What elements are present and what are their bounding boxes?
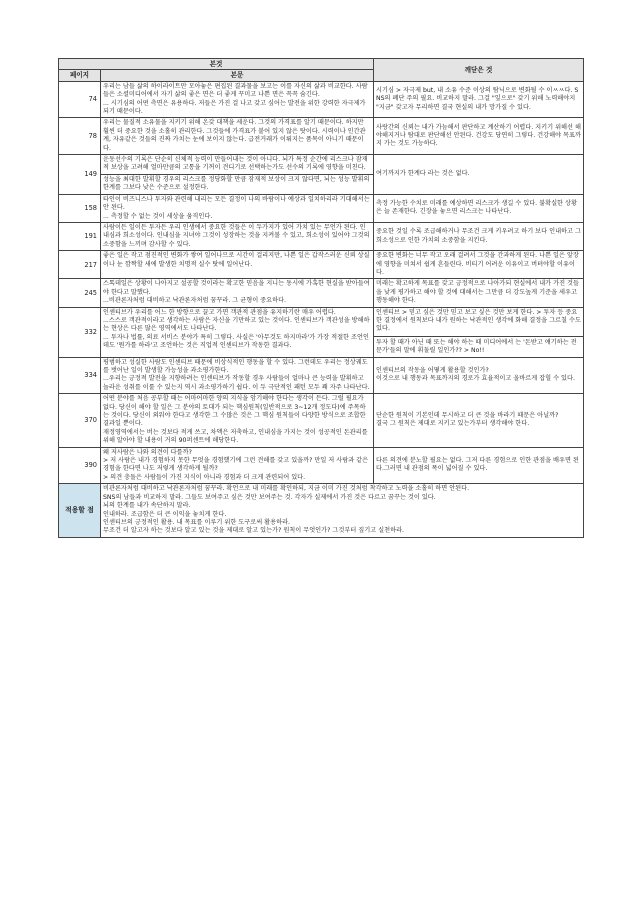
- apply-text-line: SNS의 남들과 비교하지 말라. 그들도 보여주고 싶은 것만 보여주는 것. 각자가 실제에서 가진 것은 다르고 꿈꾸는 것이 있다.: [103, 493, 436, 501]
- realization-text-line: 미래는 확고하게 목표를 갖고 긍정적으로 나아가되 현실에서 내가 가진 것들을 낮게 평가하고 해야 할 것에 대해서는 그만큼 더 강도높게 기준을 세우고 행동해야 한다.: [376, 280, 579, 305]
- realization-text: [374, 194, 584, 222]
- table-row: [59, 279, 584, 307]
- apply-label: 적용할 점: [59, 484, 101, 537]
- table-row: [59, 251, 584, 279]
- realization-text-line: 여기까지가 한계다 라는 것은 없다.: [376, 170, 470, 178]
- body-text-line: 우리는 남들 삶의 하이라이트만 모아놓은 편집된 결과물을 보고는 이를 자신의 삶과 비교한다. 사람들은 소셜미디어에서 자기 삶의 좋은 면은 더 좋게 꾸미고 나쁜 면은 꼭꼭 숨긴다.: [103, 82, 368, 99]
- table-row: [59, 81, 584, 118]
- header-realization: 깨닫은 것: [374, 59, 584, 82]
- body-text: [101, 155, 374, 175]
- apply-text-line: 뇌의 한계를 내가 속단하지 말라.: [103, 502, 191, 510]
- page-number: 74: [59, 81, 101, 118]
- body-text-line: ... 측정할 수 없는 것이 세상을 움직인다.: [103, 212, 213, 220]
- apply-row: [59, 484, 584, 537]
- realization-text-line: 이것으로 내 행동과 목표까지의 경로가 효율적이고 올바르게 잡힐 수 있다.: [376, 375, 575, 383]
- body-text-line: 스톡데일은 상황이 나아지고 설공할 것이라는 확고한 믿음을 지니는 동시에 가혹한 현실을 받아들여야 한다고 말했다.: [103, 280, 370, 296]
- realization-text: [374, 118, 584, 155]
- body-text: [101, 222, 374, 250]
- page-number: 390: [59, 447, 101, 484]
- body-text: [101, 279, 374, 307]
- realization-text: [374, 81, 584, 118]
- realization-text-line: 인센티브의 작동을 어떻게 활용할 것인가?: [376, 367, 489, 374]
- realization-text: [374, 251, 584, 279]
- body-text-line: 좋은 일은 작고 점진적인 변화가 쌓여 일어나므로 시간이 걸리지만, 나쁜 일은 갑작스러운 신뢰 상실이나 눈 깜짝할 새에 발생한 치명적 실수 탓에 일어난다.: [103, 252, 370, 268]
- body-text-line: 왜 저사람은 나와 의견이 다를까?: [103, 448, 192, 456]
- body-text: [101, 394, 374, 447]
- page-number: 245: [59, 279, 101, 307]
- page-number: 217: [59, 251, 101, 279]
- table-row: [59, 447, 584, 484]
- page-number: 370: [59, 394, 101, 447]
- body-text-line: > 저 사람은 내가 경험하지 못한 무엇을 경험했기에 그런 견해를 갖고 있을까? 만일 저 사람과 같은 경험을 한다면 나도 저렇게 생각하게 될까?: [103, 457, 369, 473]
- table-row: [59, 194, 584, 222]
- apply-text-line: 무조건 더 알고자 하는 것보다 알고 있는 것을 제대로 알고 있는가? 원칙이 무엇인가? 그것부터 짚기고 실천하라.: [103, 527, 405, 535]
- realization-text: [374, 357, 584, 394]
- realization-text-line: 측정 가능한 수치로 미래를 예상하면 리스크가 생길 수 있다. 불확실한 상황은 늘 존재한다. 긴장을 놓으면 리스크는 나타난다.: [376, 199, 577, 216]
- body-text-line: ...비관론자처럼 대비하고 낙관론자처럼 꿈꾸라. 그 균형이 중요하다.: [103, 297, 287, 305]
- reading-notes-sheet: [58, 58, 583, 538]
- realization-text: [374, 307, 584, 357]
- table-row: [59, 357, 584, 394]
- apply-text-line: 인센티브의 긍정적인 활용. 내 목표를 이루기 위한 도구로써 활용하라.: [103, 518, 291, 526]
- realization-divider: [374, 336, 583, 337]
- page-number: 332: [59, 307, 101, 357]
- table-row: [59, 307, 584, 357]
- page-number: 158: [59, 194, 101, 222]
- realization-text-line: 다른 의견에 분노할 필요는 없다. 그저 다른 경험으로 인한 관점을 배우면 된다.그러면 내 관점의 폭이 넓어질 수 있다.: [376, 457, 579, 473]
- realization-text-line: 시기심 > 자극제 but, 내 소유 수준 이상의 탐닉으로 변화될 수 이ㅆㅆ다. SNS의 폐단 주의 필요. 비교하지 말라. 그걸 "잎으로" 갖기 위해 노력해야지 "지금" 갖고자 무리하면 결국 현실의 내가 망가질 수 있다.: [376, 87, 579, 111]
- table-row: [59, 222, 584, 250]
- body-text-line: ... 투자나 법률, 의료 서비스 분야가 특히 그렇다. 사실은 '아무것도 하지마라'가 가장 적절한 조언인데도 '뭔가를 하라'고 조언하는 것은 직업적 인센티브가 작동한 결과다.: [103, 333, 369, 350]
- body-text: [101, 194, 374, 222]
- realization-text-line: 중요한 것일 수록 조급해하거나 무조건 크게 키우려고 하기 보다 인내하고 그 희소성으로 인한 가치의 소중함을 지킨다.: [376, 228, 581, 244]
- body-text: [101, 118, 374, 155]
- body-text-line: > 의견 충돌은 사람들이 가진 지식이 아니라 경험과 더 크게 관련되어 있다.: [103, 473, 306, 481]
- realization-text-line: 결국 그 원칙은 제대로 지키고 있는가부터 생각해야 한다.: [376, 420, 530, 428]
- reading-notes-table: [58, 58, 584, 538]
- apply-text-line: 인내하라. 조급함은 더 큰 이익을 놓치게 한다.: [103, 510, 227, 518]
- realization-text: [374, 279, 584, 307]
- realization-text-line: 인센티브 > 믿고 싶은 것만 믿고 보고 싶은 것만 보게 한다. > 투자 등 중요한 결정에서 원칙보다 내가 원하는 낙관적인 생각에 화해 결정을 그르칠 수도 있다.: [376, 308, 581, 333]
- realization-text: [374, 394, 584, 447]
- body-text-line: ...우리는 긍정적 발전을 지향하려는 인센티브가 작동할 경우 사람들이 얼마나 큰 능력을 발휘하고 놀라운 성취를 이룰 수 있는지 역시 과소평가하기 쉽다. 이 두 극단적인 패턴 모두 꽤 자주 나타난다.: [103, 375, 370, 391]
- body-text-line: 사람이든 일이든 투자든 우리 인생에서 중요한 것들은 이 두가지가 있어 가치 있는 무언가 된다. 인내심과 희소성이다. 인내심을 지녀야 그것이 성장하는 것을 지켜볼 수 있고, 희소성이 있어야 그것의 소중함을 느끼며 감사할 수 있다.: [103, 223, 370, 248]
- table-row: [59, 394, 584, 447]
- apply-text: [101, 484, 584, 537]
- body-text: [101, 81, 374, 118]
- page-number: 191: [59, 222, 101, 250]
- body-text: [101, 447, 374, 484]
- realization-text-line: 단순한 원칙이 기본인데 무시하고 더 큰 것을 바라기 때문은 아닐까?: [376, 412, 559, 420]
- realization-text-line: 중요한 변화는 너무 작고 오래 걸려서 그것을 간과하게 된다. 나쁜 일은 앞장에 영향을 미쳐서 쉽게 흔들린다. 비티기 어려운 이유이고 버텨야할 이유이다.: [376, 252, 579, 276]
- body-text-line: 성능을 최대한 발휘할 경우의 리스크를 정당화할 만큼 잠재적 보상이 크지 않다면, 뇌는 성능 발휘의 한계를 그보다 낮은 수준으로 설정한다.: [103, 175, 370, 192]
- table-row: [59, 118, 584, 155]
- body-text-line: 재정영역에서는 버는 것보다 적게 쓰고, 차액은 저축하고, 인내심을 가지는 것이 성공적인 돈관리를 위해 알아야 할 내용이 거의 90퍼센트에 해당한다.: [103, 428, 368, 445]
- body-text-line: 어떤 분야를 처음 공부할 때는 어마어마한 양의 지식을 암기해야 한다는 생각이 든다. 그럴 필요가 없다. 당신이 해야 할 일은 그 분야의 토대가 되는 핵심원칙(일반적으로 3~12개 정도다)에 주목하는 것이다. 당신이 외워야 한다고 생각한 그 수많은 것은 그 핵심 원칙들이 다양한 방식으로 조합한 결과일 뿐이다.: [103, 395, 366, 428]
- body-text-line: 타인이 비즈니스나 투자와 관련해 내리는 모든 결정이 나의 바람이나 예상과 일치하리라 기대해서는 안 된다.: [103, 195, 370, 212]
- apply-text-line: 비관론자처럼 대비하고 낙관론자처럼 꿈꾸라. 확언으로 내 미래를 확인하되, 지금 이미 가진 것처럼 착각하고 노력을 소홀히 하면 안된다.: [103, 485, 470, 493]
- realization-text-line: 투자 할 때가 아닌 때 또는 해야 하는 때 미디어에서 는 '돈받고 얘기하는 전문가'들의 말에 휘둘릴 일인가?? > No!!: [376, 338, 577, 355]
- body-text-line: ...스스로 객관적이라고 생각하는 사람은 자신을 기만하고 있는 것이다. 인센티브가 객관성을 방해하는 현상은 다른 많은 영역에서도 나타난다.: [103, 316, 370, 333]
- header-seen: 본것: [59, 59, 374, 70]
- header-page: 페이지: [59, 70, 101, 81]
- table-row: [59, 155, 584, 175]
- body-text-line: 평범하고 성실한 사람도 인센티브 때문에 비상식적인 행동을 할 수 있다. 그런데도 우리는 정상궤도를 벗어난 일이 발생할 가능성을 과소평가한다.: [103, 358, 368, 374]
- page-number: 78: [59, 118, 101, 155]
- realization-text: [374, 222, 584, 250]
- body-text-line: 우리는 물질적 소유물을 지키기 위해 온갖 대책을 세운다. 그것의 가격표를 알기 때문이다. 하지만 훨씬 더 중요한 것을 소홀히 관리한다. 그것들에 가격표가 붙어 있지 않은 탓이다. 시력이나 인간관계, 자유같은 것들의 진짜 가치는 눈에 보이지 않는다. 급전거래가 이뤄지는 품목이 아니기 때문이다.: [103, 119, 366, 152]
- realization-text: [374, 447, 584, 484]
- page-number: 149: [59, 155, 101, 195]
- body-text: [101, 357, 374, 394]
- body-text: [101, 251, 374, 279]
- body-text-line: 인센티브가 우리를 어느 한 방향으로 끌고 가면 객관적 관점을 유지하기란 매우 어렵다.: [103, 308, 336, 316]
- body-text-line: 운동선수의 기록은 단순히 신체적 능력이 만들어내는 것이 아니다. 뇌가 특정 순간에 리스크나 잠재적 보상을 고려해 얼마만큼의 고통을 기꺼이 견디기로 선택하는가도 선수의 기록에 영향을 미친다.: [103, 156, 368, 172]
- header-body: 본문: [101, 70, 374, 81]
- body-text: [101, 307, 374, 357]
- page-number: 334: [59, 357, 101, 394]
- realization-text: [374, 155, 584, 195]
- body-text-line: ... 시기심의 어떤 측면은 유용하다. 저들은 가진 걸 나고 갖고 싶어는 발전을 위한 강력한 자극제가 되기 때문이다.: [103, 99, 366, 116]
- realization-text-line: 사랑간의 신뢰는 내가 가늠해서 판단하고 계산하기 어렵다. 지키기 위해선 해야해지거나 탐대로 판단해선 안된다. 건강도 당연히 그렇다. 건강해야 목표까지 가는 것도 가능하다.: [376, 123, 581, 148]
- body-text: [101, 174, 374, 194]
